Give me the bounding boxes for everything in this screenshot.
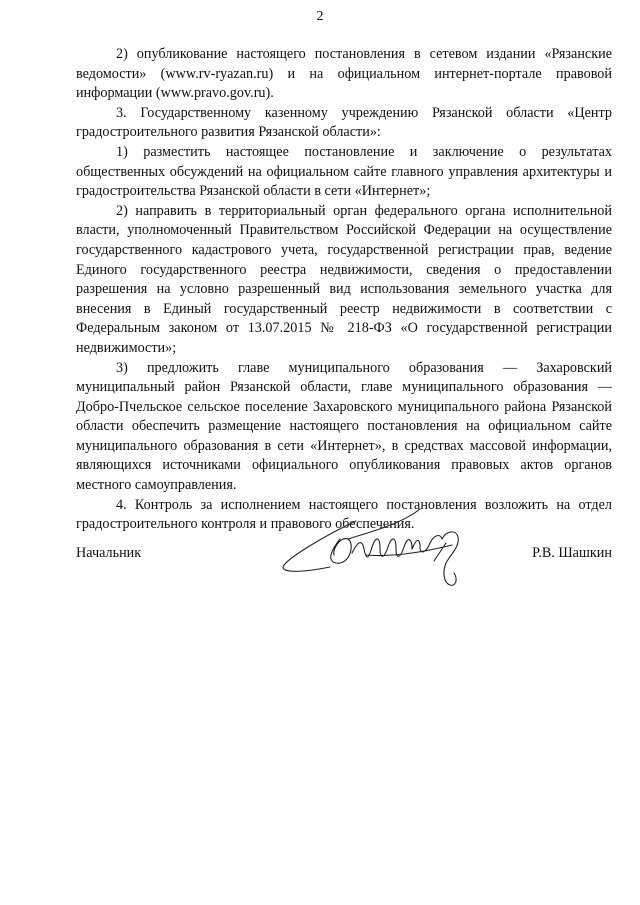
paragraph-publication: 2) опубликование настоящего постановления в сетевом издании «Рязанские ведомости» (www.rv-ryazan.ru) и на официальном интернет-портале правовой информации (www.pravo.gov.ru). (76, 46, 612, 102)
signer-name: Р.В. Шашкин (532, 545, 612, 561)
page-number: 2 (316, 9, 324, 24)
paragraph-item-3: 3. Государственному казенному учреждению Рязанской области «Центр градостроительного развития Рязанской области»: (76, 104, 612, 141)
position-title: Начальник (76, 545, 142, 561)
paragraph-item-4: 4. Контроль за исполнением настоящего постановления возложить на отдел градостроительного контроля и правового обеспечения. (76, 496, 612, 533)
signature-block (76, 545, 612, 565)
document-body (76, 45, 612, 535)
paragraph-item-3-2: 2) направить в территориальный орган федерального органа исполнительной власти, уполномоченный Правительством Российской Федерации на осуществление государственного кадастрового учета, государственной регистрации прав, ведение Единого государственного реестра недвижимости, сведения о предоставлении разрешения на условно разрешенный вид использования земельного участка для внесения в Единый государственный реестр недвижимости в соответствии с Федеральным законом от 13.07.2015 № 218-ФЗ «О государственной регистрации недвижимости»; (76, 202, 612, 356)
paragraph-item-3-1: 1) разместить настоящее постановление и заключение о результатах общественных обсуждений на официальном сайте главного управления архитектуры и градостроительства Рязанской области в сети «Интернет»; (76, 143, 612, 200)
paragraph-item-3-3: 3) предложить главе муниципального образования — Захаровский муниципальный район Рязанской области, главе муниципального образования — Добро-Пчельское сельское поселение Захаровского муниципального района Рязанской области обеспечить размещение настоящего постановления на официальном сайте муниципального образования в сети «Интернет», в средствах массовой информации, являющихся источниками официального опубликования правовых актов органов местного самоуправления. (76, 359, 612, 494)
